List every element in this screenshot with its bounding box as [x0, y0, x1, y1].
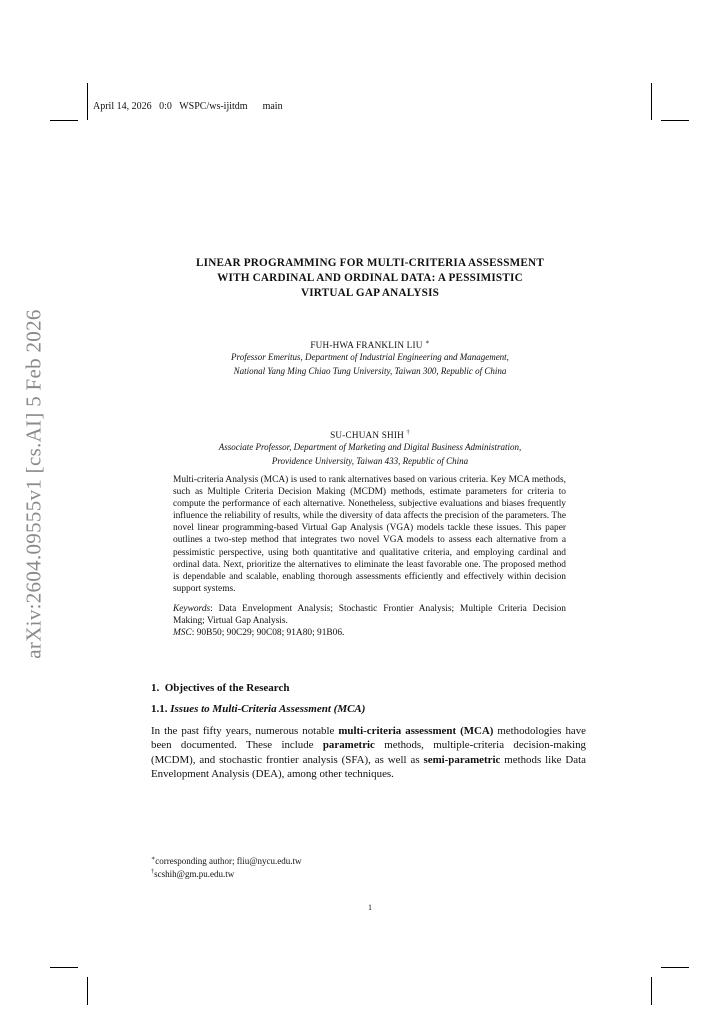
keywords-text: : Data Envelopment Analysis; Stochastic Frontier Analysis; Multiple Criteria Decision Making; Virtual Gap Analysis. [173, 603, 566, 627]
msc-codes [173, 627, 566, 639]
author-affiliation-line-1: Professor Emeritus, Department of Industrial Engineering and Management, [231, 352, 509, 363]
term-parametric: parametric [322, 739, 375, 752]
section-heading: 1. Objectives of the Research [151, 682, 290, 694]
msc-text: : 90B50; 90C29; 90C08; 91A80; 91B06. [191, 628, 345, 639]
arxiv-identifier: arXiv:2604.09555v1 [cs.AI] 5 Feb 2026 [21, 309, 46, 659]
title-line-2: WITH CARDINAL AND ORDINAL DATA: A PESSIMISTIC [217, 272, 523, 284]
footnote-mark: ∗ [151, 855, 156, 862]
author-name: FUH-HWA FRANKLIN LIU ∗ [310, 339, 430, 351]
keywords [173, 603, 566, 627]
author-block-2 [130, 429, 610, 468]
footnote-text: scshih@gm.pu.edu.tw [154, 869, 235, 879]
header-time: 0:0 [159, 101, 172, 112]
footnote-text: corresponding author; fliu@nycu.edu.tw [155, 856, 302, 866]
author-mark: ∗ [425, 339, 430, 346]
author-block-1 [140, 338, 600, 378]
crop-mark-top-left-vertical [87, 83, 88, 120]
header-date: April 14, 2026 [93, 101, 152, 112]
crop-mark-bottom-left-vertical [87, 977, 88, 1005]
header-file: main [262, 101, 283, 112]
author-affiliation-line-2: National Yang Ming Chiao Tung University, Taiwan 300, Republic of China [233, 366, 507, 377]
crop-mark-top-left-horizontal [50, 120, 78, 121]
title-line-1: LINEAR PROGRAMMING FOR MULTI-CRITERIA ASSESSMENT [196, 257, 544, 269]
crop-mark-top-right-vertical [651, 83, 652, 120]
footnote-1 [151, 853, 302, 867]
footnote-2 [151, 866, 234, 880]
term-semi-parametric: semi-parametric [423, 753, 501, 766]
crop-mark-bottom-left-horizontal [50, 967, 78, 968]
term-mca: multi-criteria assessment (MCA) [338, 725, 494, 737]
author-mark: † [406, 429, 410, 436]
keywords-label: Keywords [173, 603, 211, 614]
crop-mark-top-right-horizontal [661, 120, 689, 121]
paper-title [140, 256, 600, 301]
footnote-mark: † [151, 868, 155, 875]
author-affiliation-line-1: Associate Professor, Department of Marketing and Digital Business Administration, [218, 442, 522, 453]
page-number: 1 [368, 903, 372, 912]
abstract [173, 474, 566, 639]
crop-mark-bottom-right-horizontal [661, 967, 689, 968]
subsection-number: 1.1. [151, 703, 168, 715]
body-paragraph: In the past fifty years, numerous notable multi-criteria assessment (MCA) methodologies have been documented. These include parametric methods, multiple-criteria decision-making (MCDM), and stochastic frontier analysis (SFA), as well as semi-parametric methods like Data Envelopment Analysis (DEA), among other techniques. [151, 725, 587, 781]
abstract-text: Multi-criteria Analysis (MCA) is used to rank alternatives based on various criteria. Key MCA methods, such as Multiple Criteria Decision Making (MCDM) methods, estimate parameters for criteria to compute the performance of each alternative. Nonetheless, subjective evaluations and biases frequently influence the reliability of results, while the diversity of data affects the precision of the parameters. The novel linear programming-based Virtual Gap Analysis (VGA) models tackle these issues. This paper outlines a two-step method that integrates two novel VGA models to assess each alternative from a pessimistic perspective, using both quantitative and qualitative criteria, and employing cardinal and ordinal data. Next, prioritize the alternatives to eliminate the least favorable one. The proposed method is dependable and scalable, enabling thorough assessments efficiently and effectively within decision support systems. [173, 475, 566, 594]
author-affiliation-line-2: Providence University, Taiwan 433, Republic of China [271, 456, 469, 467]
crop-mark-bottom-right-vertical [651, 977, 652, 1005]
header-style: WSPC/ws-ijitdm [179, 101, 248, 112]
author-name: SU-CHUAN SHIH † [330, 429, 410, 441]
running-header [93, 101, 283, 112]
subsection-heading [151, 703, 365, 715]
msc-label: MSC [173, 628, 192, 639]
subsection-title: Issues to Multi-Criteria Assessment (MCA) [170, 703, 366, 715]
title-line-3: VIRTUAL GAP ANALYSIS [300, 287, 440, 299]
